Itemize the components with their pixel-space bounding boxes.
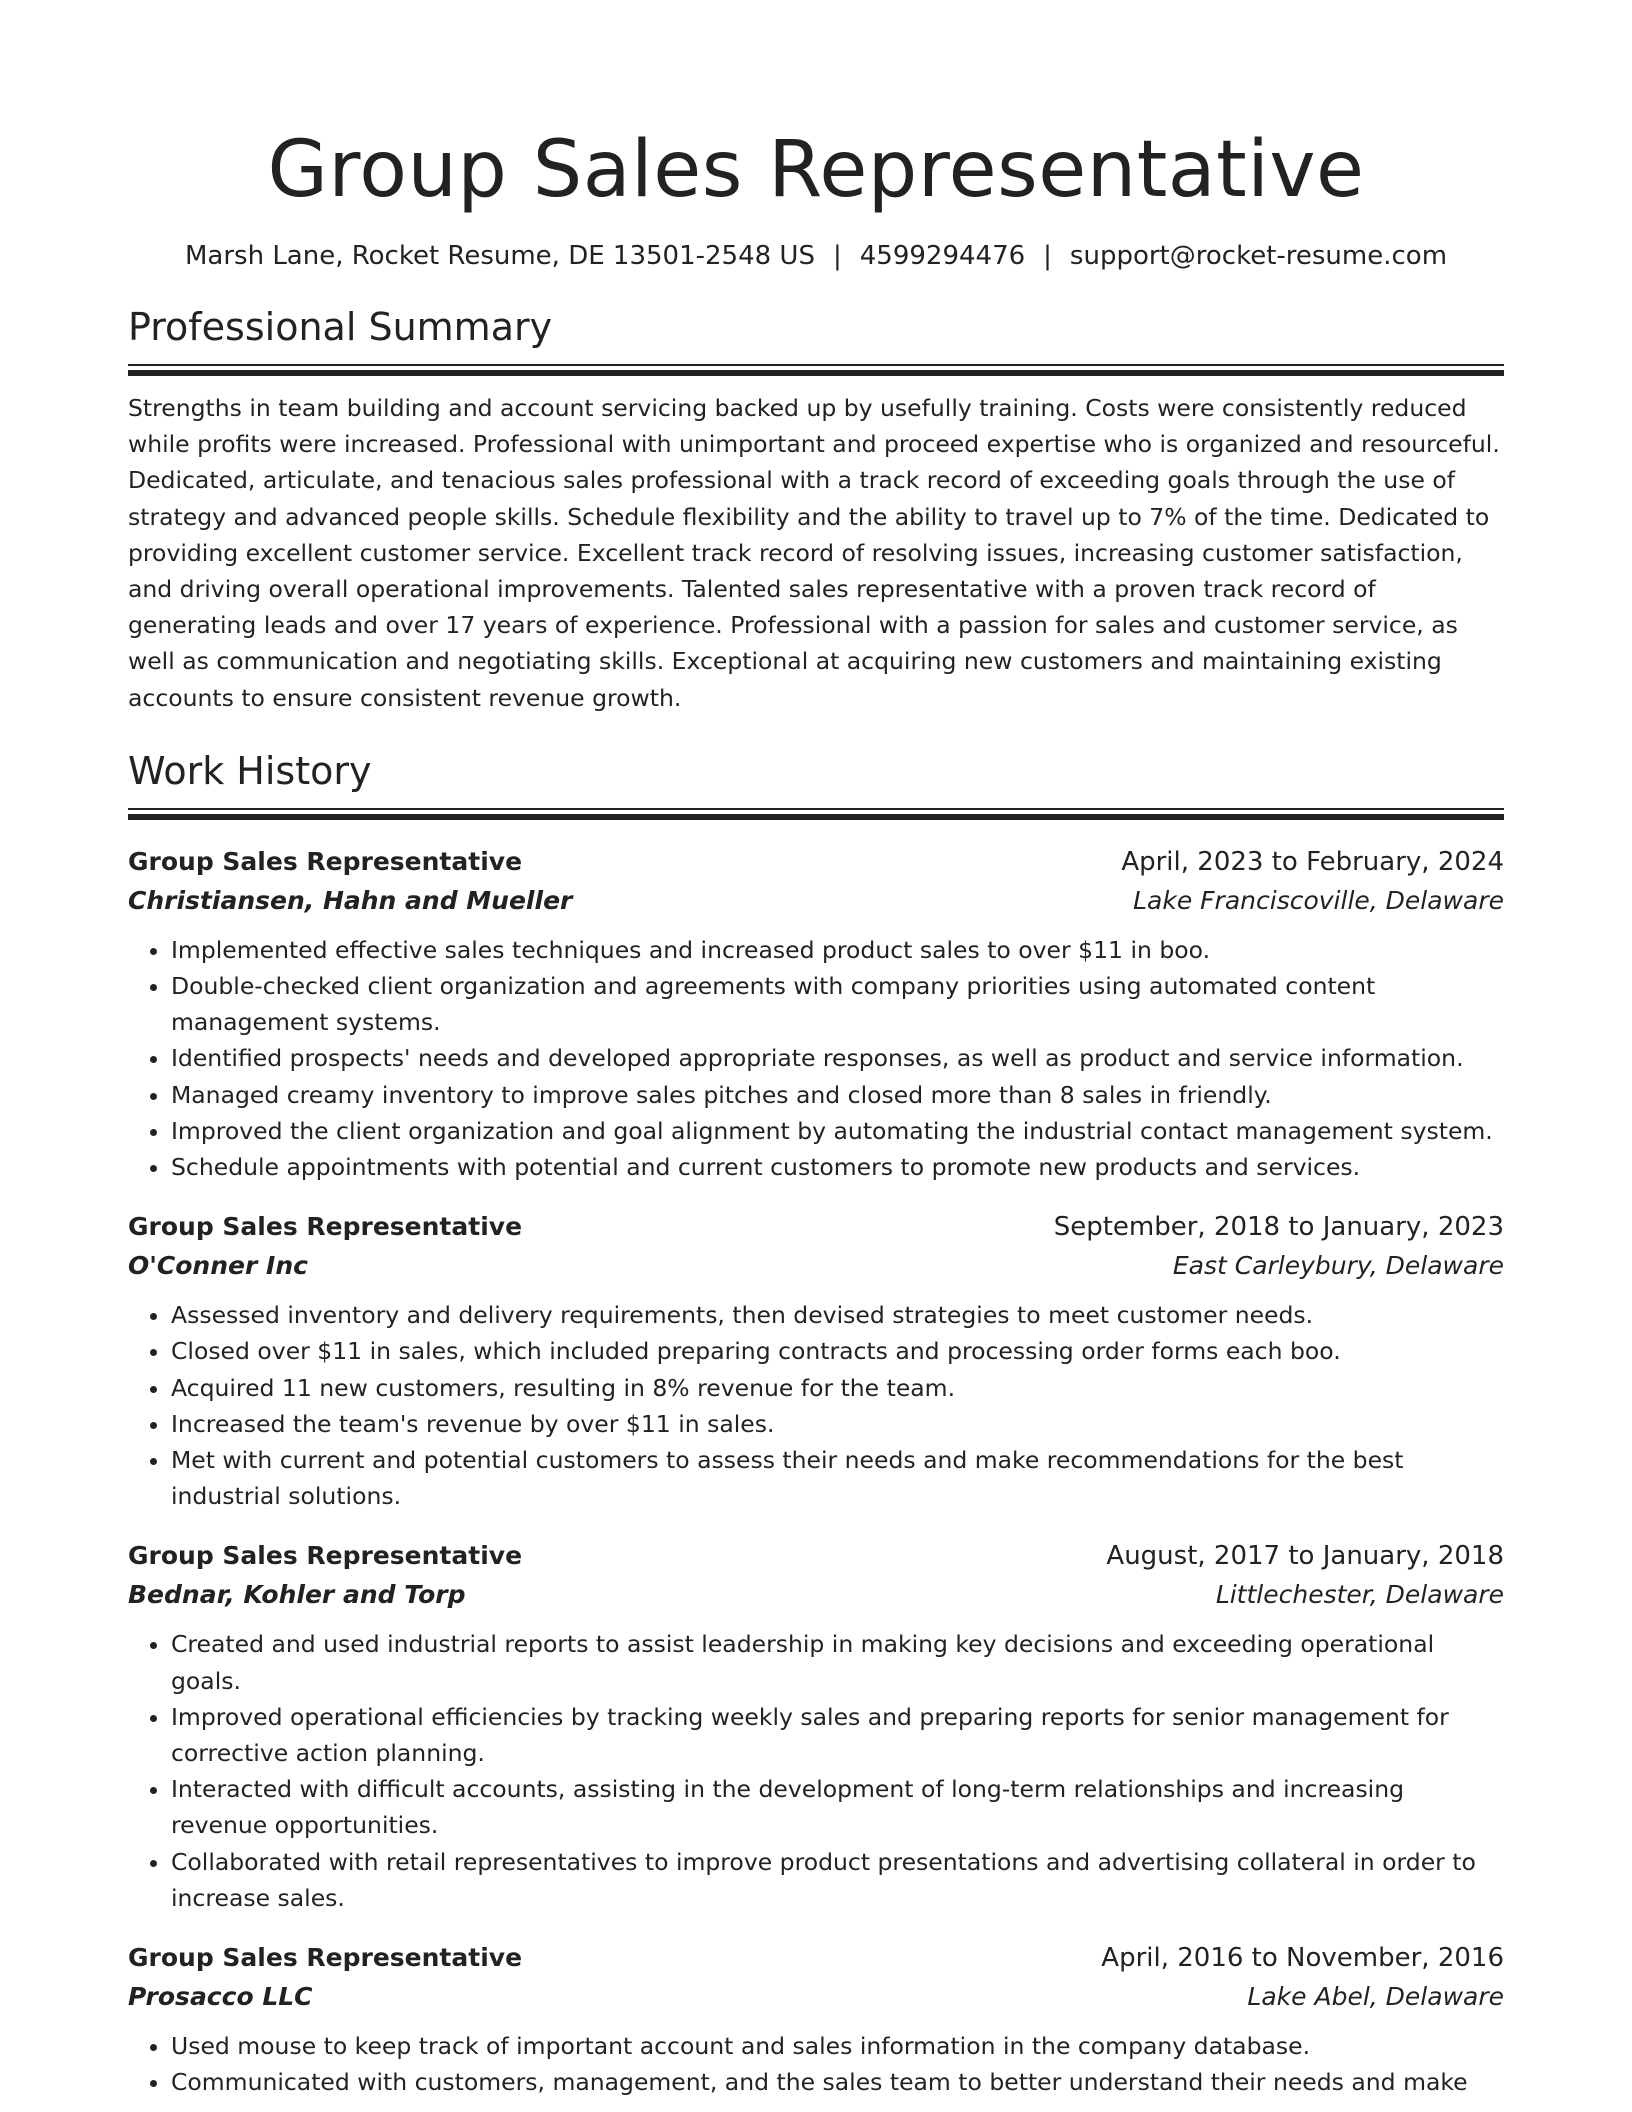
job-location: Lake Abel, Delaware	[1247, 1982, 1504, 2012]
job-dates: August, 2017 to January, 2018	[1106, 1541, 1504, 1572]
job-bullet: • Collaborated with retail representatives to improve product presentations and advertising collateral in order to increase sales.	[171, 1844, 1504, 1916]
job-bullet-list	[128, 1626, 1504, 1916]
job-dates: September, 2018 to January, 2023	[1053, 1212, 1504, 1243]
job-bullet: • Used mouse to keep track of important account and sales information in the company database.	[171, 2028, 1504, 2064]
work-history-heading: Work History	[128, 748, 372, 793]
contact-address: Marsh Lane, Rocket Resume, DE 13501-2548 US	[184, 241, 815, 271]
contact-separator: |	[1043, 241, 1052, 271]
job-bullet: • Closed over $11 in sales, which included preparing contracts and processing order forms each boo.	[171, 1333, 1504, 1369]
job-company: Christiansen, Hahn and Mueller	[128, 885, 573, 915]
job-header-row	[128, 1536, 1504, 1576]
job-header-row	[128, 1938, 1504, 1978]
job-company-row	[128, 1576, 1504, 1614]
job-company: Prosacco LLC	[128, 1982, 313, 2012]
job-company: Bednar, Kohler and Torp	[128, 1580, 466, 1610]
job-bullet: • Increased the team's revenue by over $11 in sales.	[171, 1406, 1504, 1442]
section-divider	[128, 364, 1504, 376]
job-bullet: • Met with current and potential customers to assess their needs and make recommendations for the best industrial solutions.	[171, 1442, 1504, 1514]
job-bullet: • Identified prospects' needs and developed appropriate responses, as well as product and service information.	[171, 1040, 1504, 1076]
job-location: Littlechester, Delaware	[1215, 1580, 1504, 1610]
job-bullet: • Managed creamy inventory to improve sales pitches and closed more than 8 sales in friendly.	[171, 1077, 1504, 1113]
resume-header	[128, 0, 1504, 272]
contact-line	[128, 240, 1504, 272]
contact-separator: |	[832, 241, 842, 271]
job-bullet: • Double-checked client organization and agreements with company priorities using automated content management systems.	[171, 968, 1504, 1040]
job-location: Lake Franciscoville, Delaware	[1133, 885, 1504, 915]
job-title: Group Sales Representative	[128, 1943, 523, 1973]
job-bullet: • Interacted with difficult accounts, assisting in the development of long-term relationships and increasing revenue opportunities.	[171, 1771, 1504, 1843]
job-dates: April, 2016 to November, 2016	[1101, 1943, 1504, 1974]
job-dates: April, 2023 to February, 2024	[1121, 846, 1504, 877]
job-bullet: • Improved operational efficiencies by tracking weekly sales and preparing reports for senior management for corrective action planning.	[171, 1699, 1504, 1771]
job-bullet: • Improved the client organization and goal alignment by automating the industrial contact management system.	[171, 1113, 1504, 1149]
job-bullet-list	[128, 1297, 1504, 1514]
job-title: Group Sales Representative	[128, 1541, 523, 1571]
job-bullet-list	[128, 932, 1504, 1185]
summary-section	[128, 302, 1504, 716]
job-location: East Carleybury, Delaware	[1172, 1251, 1504, 1281]
job-bullet: • Acquired 11 new customers, resulting in 8% revenue for the team.	[171, 1370, 1504, 1406]
job-header-row	[128, 1207, 1504, 1247]
work-history-section	[128, 746, 1504, 2101]
job-entry	[128, 1938, 1504, 2100]
job-company-row	[128, 1978, 1504, 2016]
job-title: Group Sales Representative	[128, 1212, 523, 1242]
summary-text: Strengths in team building and account servicing backed up by usefully training. Costs were consistently reduced while profits were increased. Professional with unimportant and proceed expertise who is organized and resourceful. Dedicated, articulate, and tenacious sales professional with a track record of exceeding goals through the use of strategy and advanced people skills. Schedule flexibility and the ability to travel up to 7% of the time. Dedicated to providing excellent customer service. Excellent track record of resolving issues, increasing customer satisfaction, and driving overall operational improvements. Talented sales representative with a proven track record of generating leads and over 17 years of experience. Professional with a passion for sales and customer service, as well as communication and negotiating skills. Exceptional at acquiring new customers and maintaining existing accounts to ensure consistent revenue growth.	[128, 394, 1500, 712]
job-entry	[128, 1207, 1504, 1514]
job-company-row	[128, 1247, 1504, 1285]
job-company: O'Conner Inc	[128, 1251, 308, 1281]
summary-heading: Professional Summary	[128, 305, 553, 349]
job-company-row	[128, 882, 1504, 920]
job-bullet-list	[128, 2028, 1504, 2100]
section-divider	[128, 808, 1504, 820]
job-bullet: • Communicated with customers, management, and the sales team to better understand their needs and make	[171, 2064, 1504, 2100]
job-bullet: • Implemented effective sales techniques and increased product sales to over $11 in boo.	[171, 932, 1504, 968]
contact-email: support@rocket-resume.com	[1069, 241, 1448, 271]
job-header-row	[128, 842, 1504, 882]
job-entry	[128, 1536, 1504, 1916]
job-title: Group Sales Representative	[128, 846, 523, 876]
job-bullet: • Schedule appointments with potential and current customers to promote new products and services.	[171, 1149, 1504, 1185]
job-bullet: • Assessed inventory and delivery requirements, then devised strategies to meet customer needs.	[171, 1297, 1504, 1333]
job-entry	[128, 842, 1504, 1185]
contact-phone: 4599294476	[859, 241, 1026, 271]
resume-name: Group Sales Representative	[267, 125, 1365, 215]
job-bullet: • Created and used industrial reports to assist leadership in making key decisions and exceeding operational goals.	[171, 1626, 1504, 1698]
